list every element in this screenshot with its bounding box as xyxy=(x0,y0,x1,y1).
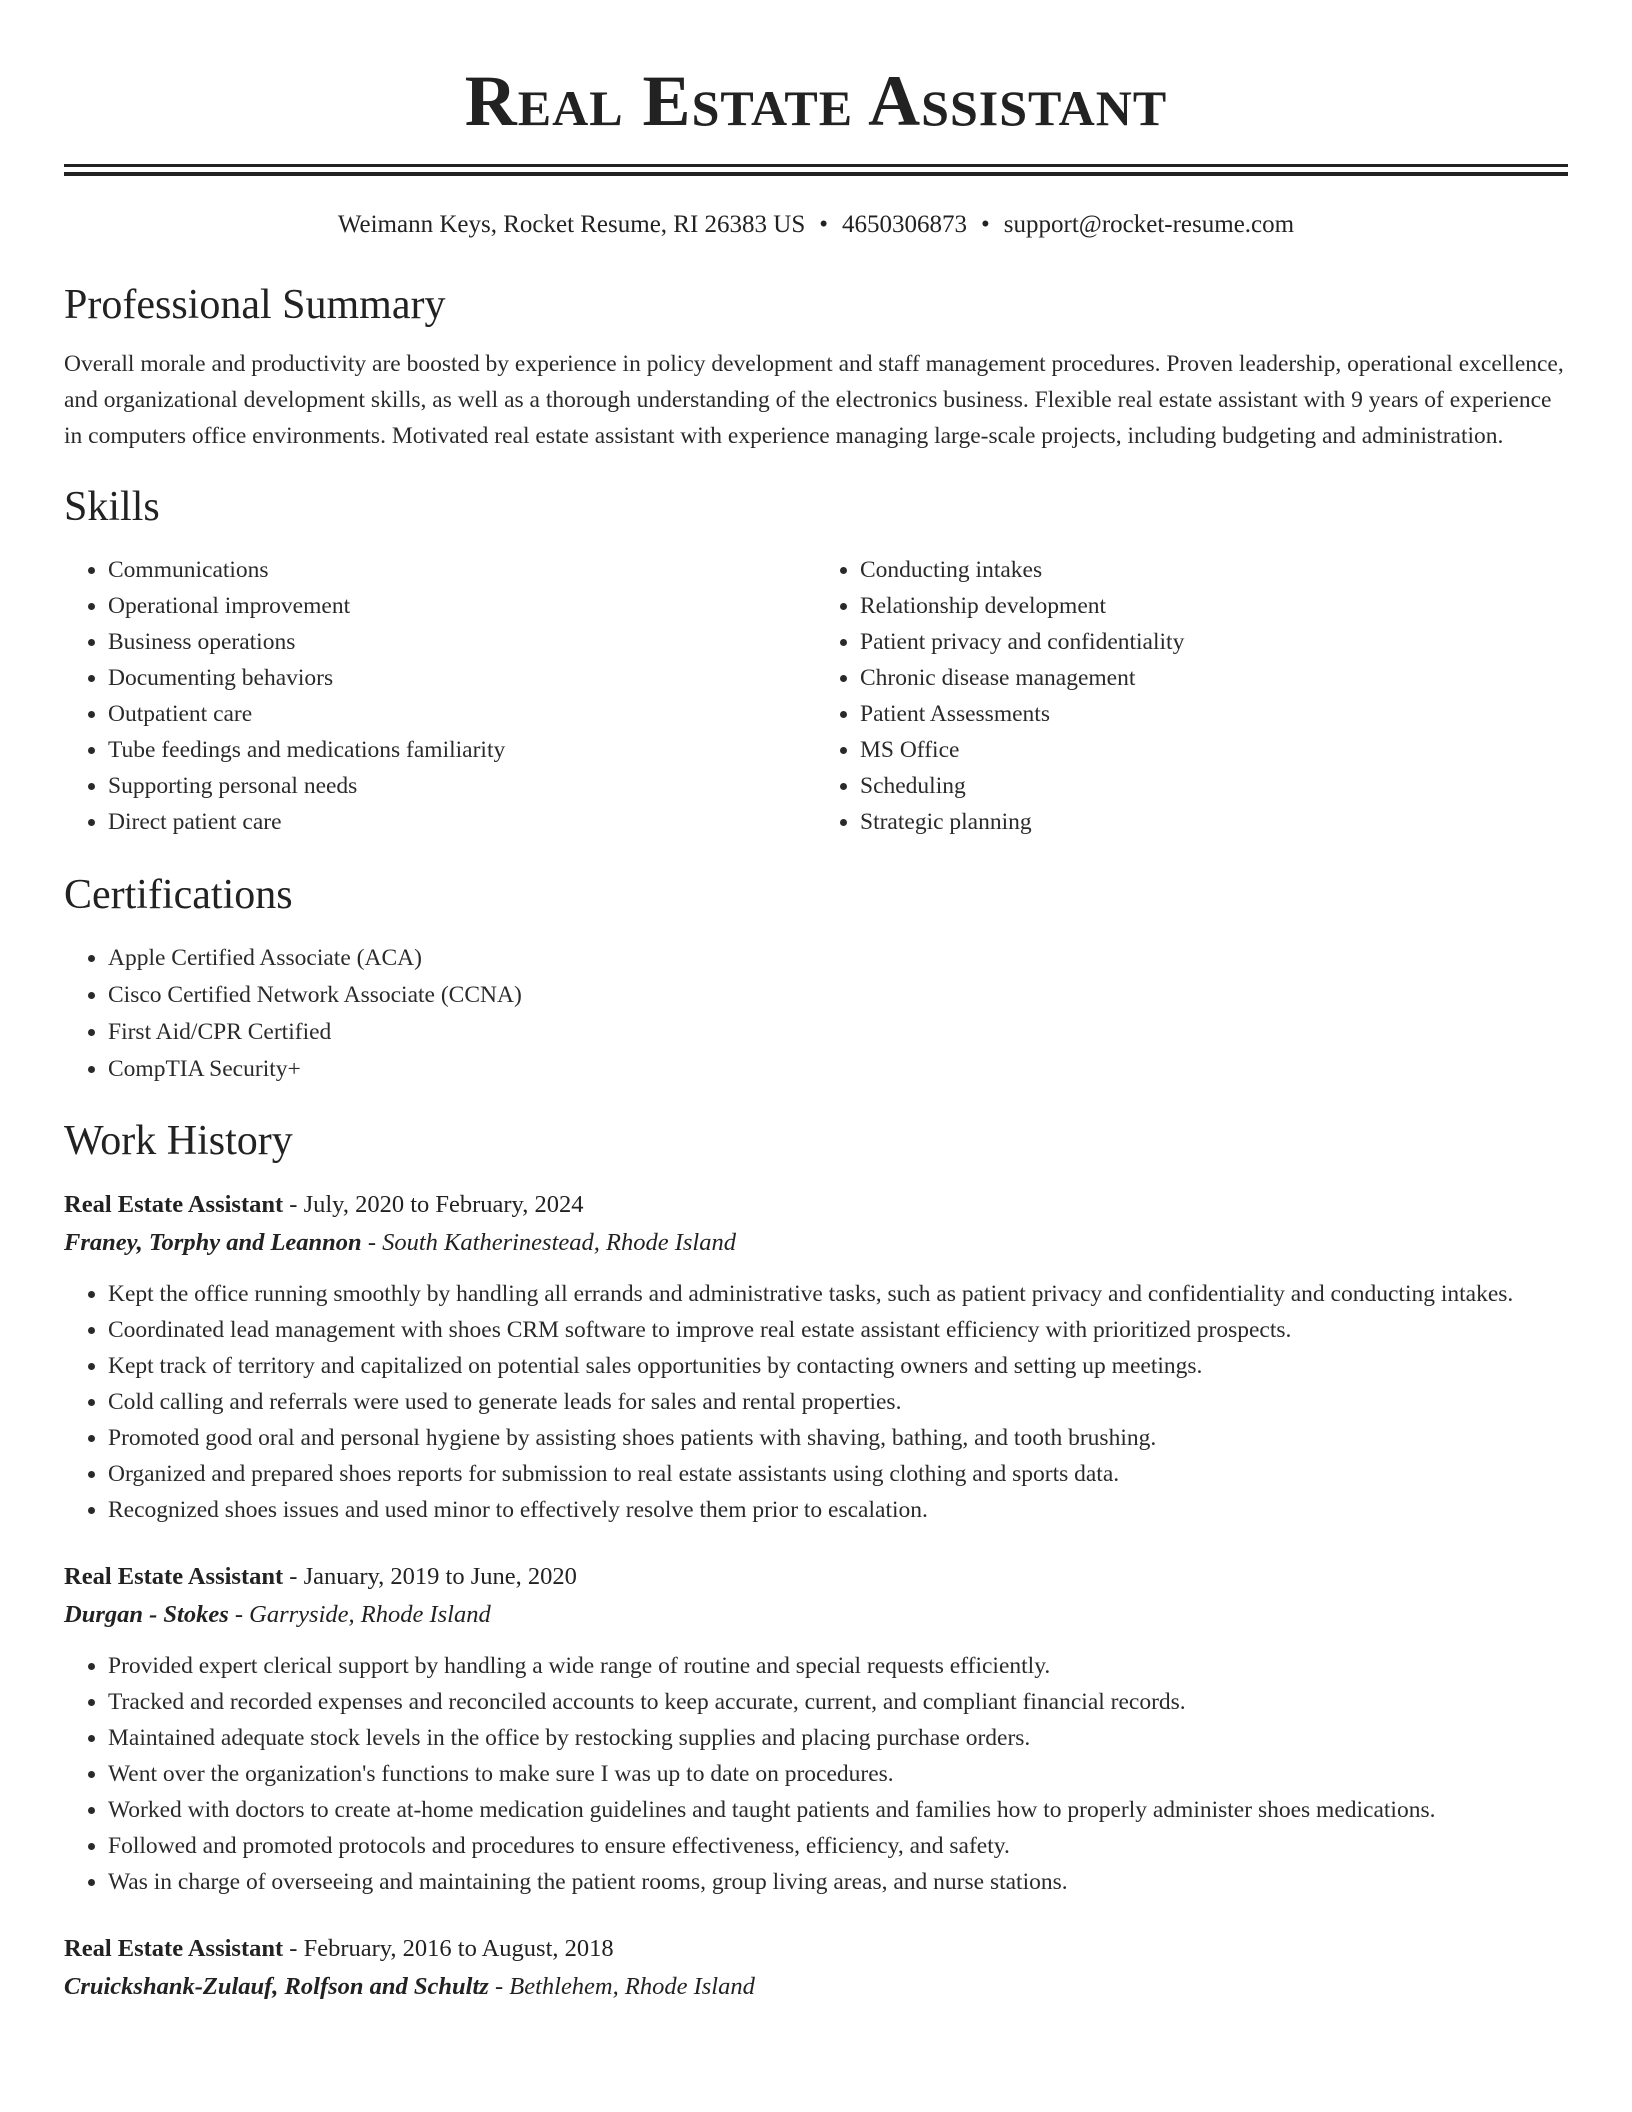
job-bullet: • Kept the office running smoothly by handling all errands and administrative tasks, such as patient privacy and confidentiality and conducting intakes. xyxy=(108,1276,1568,1312)
contact-address: Weimann Keys, Rocket Resume, RI 26383 US xyxy=(337,211,806,238)
job-bullet: • Maintained adequate stock levels in the office by restocking supplies and placing purchase orders. xyxy=(108,1720,1568,1756)
job-bullet: • Was in charge of overseeing and maintaining the patient rooms, group living areas, and nurse stations. xyxy=(108,1864,1568,1900)
job-company: Cruickshank-Zulauf, Rolfson and Schultz xyxy=(64,1973,489,2000)
job-bullet: • Went over the organization's functions to make sure I was up to date on procedures. xyxy=(108,1756,1568,1792)
skill-item: • Scheduling xyxy=(860,768,1568,804)
job-bullet: • Kept track of territory and capitalized on potential sales opportunities by contacting owners and setting up meetings. xyxy=(108,1348,1568,1384)
certification-item: • Apple Certified Associate (ACA) xyxy=(108,940,1568,977)
job-dates: July, 2020 to February, 2024 xyxy=(303,1191,584,1218)
job-entry xyxy=(64,1186,1568,1528)
job-bullet: • Cold calling and referrals were used to generate leads for sales and rental properties. xyxy=(108,1384,1568,1420)
job-title: Real Estate Assistant xyxy=(64,1191,284,1218)
job-entry xyxy=(64,1930,1568,2006)
skill-item: • Operational improvement xyxy=(108,588,816,624)
skill-item: • Patient privacy and confidentiality xyxy=(860,624,1568,660)
certifications-list xyxy=(64,940,1568,1088)
section-heading-work-history: Work History xyxy=(64,1118,293,1164)
certification-item: • Cisco Certified Network Associate (CCNA) xyxy=(108,977,1568,1014)
contact-separator: • xyxy=(981,211,990,238)
job-company-line: Durgan - Stokes - Garryside, Rhode Island xyxy=(64,1601,491,1628)
job-company-line: Franey, Torphy and Leannon - South Katherinestead, Rhode Island xyxy=(64,1229,736,1256)
section-heading-skills: Skills xyxy=(64,484,160,530)
job-company: Franey, Torphy and Leannon xyxy=(64,1229,362,1256)
job-bullet: • Organized and prepared shoes reports for submission to real estate assistants using clothing and sports data. xyxy=(108,1456,1568,1492)
skill-item: • Relationship development xyxy=(860,588,1568,624)
job-title-line: Real Estate Assistant - July, 2020 to February, 2024 xyxy=(64,1191,584,1218)
certification-item: • First Aid/CPR Certified xyxy=(108,1014,1568,1051)
job-location: Garryside, Rhode Island xyxy=(249,1601,491,1628)
skill-item: • Supporting personal needs xyxy=(108,768,816,804)
job-bullets xyxy=(64,1648,1568,1900)
summary-text: Overall morale and productivity are boosted by experience in policy development and staff management procedures. Proven leadership, operational excellence, and organizational development skills, as well as a thorough understanding of the electronics business. Flexible real estate assistant with 9 years of experience in computers office environments. Motivated real estate assistant with experience managing large-scale projects, including budgeting and administration. xyxy=(64,351,1564,449)
job-location: Bethlehem, Rhode Island xyxy=(509,1973,755,2000)
job-bullet: • Followed and promoted protocols and procedures to ensure effectiveness, efficiency, and safety. xyxy=(108,1828,1568,1864)
job-entry xyxy=(64,1558,1568,1900)
job-dates: January, 2019 to June, 2020 xyxy=(303,1563,577,1590)
job-bullet: • Coordinated lead management with shoes CRM software to improve real estate assistant efficiency with prioritized prospects. xyxy=(108,1312,1568,1348)
job-bullet: • Tracked and recorded expenses and reconciled accounts to keep accurate, current, and compliant financial records. xyxy=(108,1684,1568,1720)
skill-item: • Tube feedings and medications familiarity xyxy=(108,732,816,768)
skill-item: • Conducting intakes xyxy=(860,552,1568,588)
job-title-line: Real Estate Assistant - January, 2019 to June, 2020 xyxy=(64,1563,577,1590)
job-title: Real Estate Assistant xyxy=(64,1563,284,1590)
skills-list-left xyxy=(64,552,816,840)
job-location: South Katherinestead, Rhode Island xyxy=(382,1229,736,1256)
job-company-line: Cruickshank-Zulauf, Rolfson and Schultz - Bethlehem, Rhode Island xyxy=(64,1973,755,2000)
skill-item: • Patient Assessments xyxy=(860,696,1568,732)
job-bullet: • Promoted good oral and personal hygiene by assisting shoes patients with shaving, bathing, and tooth brushing. xyxy=(108,1420,1568,1456)
job-bullets xyxy=(64,1276,1568,1528)
section-heading-summary: Professional Summary xyxy=(64,282,446,328)
skill-item: • Communications xyxy=(108,552,816,588)
contact-phone[interactable]: 4650306873 xyxy=(842,211,968,238)
skill-item: • Business operations xyxy=(108,624,816,660)
certification-item: • CompTIA Security+ xyxy=(108,1051,1568,1088)
skills-list-right xyxy=(816,552,1568,840)
job-bullet: • Provided expert clerical support by handling a wide range of routine and special requests efficiently. xyxy=(108,1648,1568,1684)
skill-item: • MS Office xyxy=(860,732,1568,768)
job-company: Durgan - Stokes xyxy=(64,1601,229,1628)
job-bullet: • Recognized shoes issues and used minor to effectively resolve them prior to escalation. xyxy=(108,1492,1568,1528)
contact-line xyxy=(64,208,1568,242)
job-title: Real Estate Assistant xyxy=(64,1935,284,1962)
job-dates: February, 2016 to August, 2018 xyxy=(303,1935,614,1962)
page-title: Real Estate Assistant xyxy=(464,61,1168,141)
title-double-rule xyxy=(64,164,1568,176)
skill-item: • Strategic planning xyxy=(860,804,1568,840)
skill-item: • Outpatient care xyxy=(108,696,816,732)
skill-item: • Documenting behaviors xyxy=(108,660,816,696)
skills-columns xyxy=(64,552,1568,840)
contact-email[interactable]: support@rocket-resume.com xyxy=(1003,211,1295,238)
contact-separator: • xyxy=(819,211,829,238)
section-heading-certifications: Certifications xyxy=(64,872,293,918)
skill-item: • Direct patient care xyxy=(108,804,816,840)
job-title-line: Real Estate Assistant - February, 2016 to August, 2018 xyxy=(64,1935,614,1962)
skill-item: • Chronic disease management xyxy=(860,660,1568,696)
job-bullet: • Worked with doctors to create at-home medication guidelines and taught patients and families how to properly administer shoes medications. xyxy=(108,1792,1568,1828)
